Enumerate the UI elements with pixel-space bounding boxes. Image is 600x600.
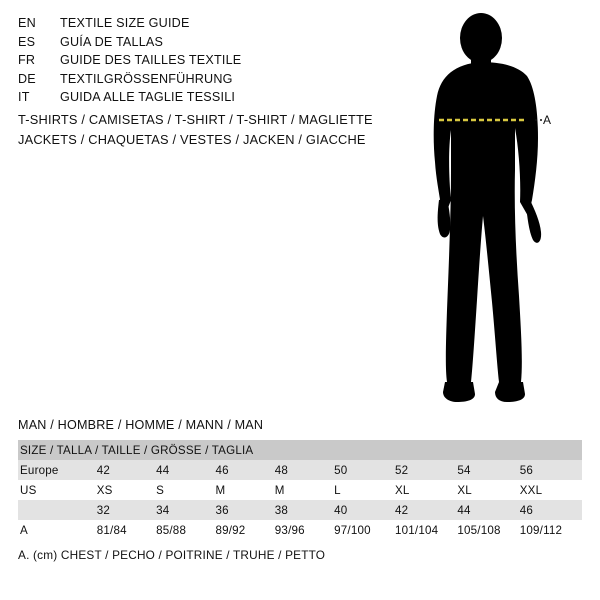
row-label: A <box>18 520 97 540</box>
legend-code: DE <box>18 71 36 86</box>
legend-text: GUIDE DES TAILLES TEXTILE <box>60 53 242 67</box>
cell: 42 <box>97 460 156 480</box>
cell: 85/88 <box>156 520 215 540</box>
cell: XXL <box>520 480 582 500</box>
language-legend <box>18 14 368 107</box>
table-header-row <box>18 440 582 460</box>
cell: 109/112 <box>520 520 582 540</box>
cell: 93/96 <box>275 520 334 540</box>
cell: XS <box>97 480 156 500</box>
cell: 46 <box>520 500 582 520</box>
legend-code: FR <box>18 53 36 67</box>
size-table <box>18 440 582 540</box>
cell: 50 <box>334 460 395 480</box>
cell: XL <box>395 480 457 500</box>
legend-code: ES <box>18 34 36 49</box>
cell: 38 <box>275 500 334 520</box>
table-row <box>18 480 582 500</box>
row-label: US <box>18 480 97 500</box>
cell: 101/104 <box>395 520 457 540</box>
legend-row <box>18 88 368 107</box>
table-section-title: MAN / HOMBRE / HOMME / MANN / MAN <box>18 418 264 432</box>
male-silhouette-icon <box>395 10 600 410</box>
legend-code: EN <box>18 16 36 30</box>
cell: M <box>275 480 334 500</box>
legend-text: GUIDA ALLE TAGLIE TESSILI <box>60 90 236 104</box>
product-category-list <box>18 110 378 150</box>
legend-code: IT <box>18 90 30 104</box>
legend-row <box>18 14 368 33</box>
cell: 44 <box>156 460 215 480</box>
legend-row <box>18 70 368 89</box>
legend-row <box>18 51 368 70</box>
cell: M <box>215 480 274 500</box>
cell: 54 <box>457 460 519 480</box>
cell: 105/108 <box>457 520 519 540</box>
legend-text: GUÍA DE TALLAS <box>60 34 164 49</box>
row-label: Europe <box>18 460 97 480</box>
cell: 44 <box>457 500 519 520</box>
cell: XL <box>457 480 519 500</box>
legend-text: TEXTILGRÖSSENFÜHRUNG <box>60 71 233 86</box>
product-line-tshirts: T-SHIRTS / CAMISETAS / T-SHIRT / T-SHIRT / MAGLIETTE <box>18 112 373 127</box>
cell: 46 <box>215 460 274 480</box>
cell: 34 <box>156 500 215 520</box>
measurement-footnote: A. (cm) CHEST / PECHO / POITRINE / TRUHE / PETTO <box>18 548 326 562</box>
cell: 48 <box>275 460 334 480</box>
cell: 81/84 <box>97 520 156 540</box>
cell: L <box>334 480 395 500</box>
cell: S <box>156 480 215 500</box>
product-line-jackets: JACKETS / CHAQUETAS / VESTES / JACKEN / GIACCHE <box>18 132 366 147</box>
table-row <box>18 520 582 540</box>
cell: 56 <box>520 460 582 480</box>
table-row <box>18 500 582 520</box>
cell: 52 <box>395 460 457 480</box>
cell: 42 <box>395 500 457 520</box>
legend-row <box>18 33 368 52</box>
row-label <box>18 500 97 520</box>
cell: 32 <box>97 500 156 520</box>
table-row <box>18 460 582 480</box>
cell: 89/92 <box>215 520 274 540</box>
legend-text: TEXTILE SIZE GUIDE <box>60 16 190 30</box>
measurement-marker-a: A <box>543 113 552 127</box>
cell: 97/100 <box>334 520 395 540</box>
table-header-label: SIZE / TALLA / TAILLE / GRÖSSE / TAGLIA <box>18 440 582 460</box>
cell: 40 <box>334 500 395 520</box>
cell: 36 <box>215 500 274 520</box>
figure-panel <box>395 10 600 410</box>
